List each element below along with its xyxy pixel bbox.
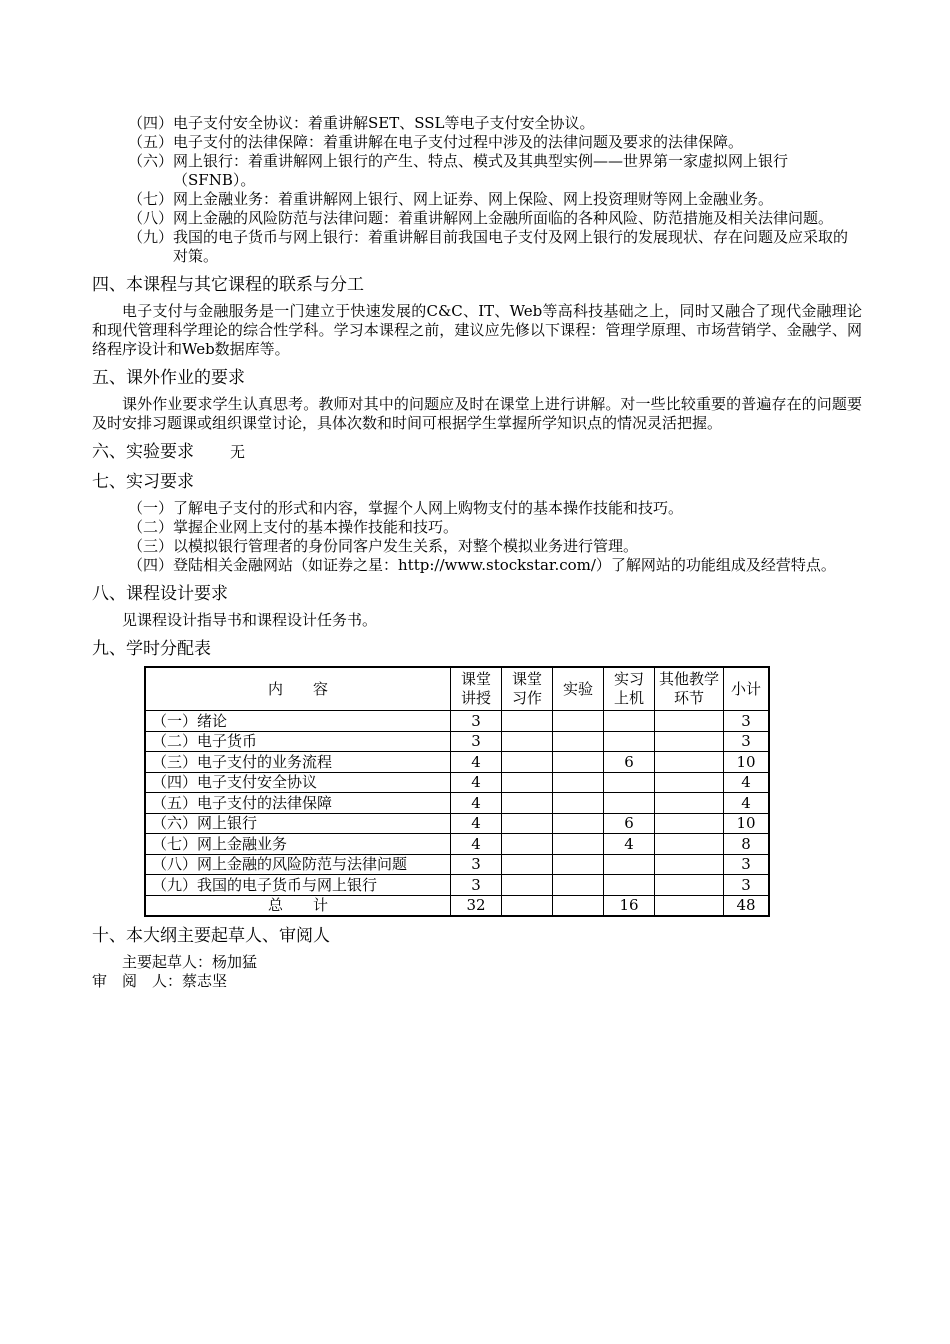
topic-list: [92, 114, 862, 266]
reviewer: 审 阅 人：蔡志坚: [92, 972, 228, 990]
cell-content: 总 计: [145, 895, 451, 916]
table-row: [145, 711, 769, 732]
section-9-heading: 九、学时分配表: [92, 639, 211, 659]
header-practice: 实习上机: [604, 667, 655, 711]
cell-value: 4: [451, 813, 502, 834]
table-body: [145, 711, 769, 917]
section-5-paragraph: 课外作业要求学生认真思考。教师对其中的问题应及时在课堂上进行讲解。对一些比较重要的普遍存在的问题要及时安排习题课或组织课堂讨论，具体次数和时间可根据学生掌握所学知识点的情况灵活把握。: [92, 395, 862, 432]
cell-content: （五）电子支付的法律保障: [145, 793, 451, 814]
cell-value: 3: [451, 731, 502, 752]
cell-content: （六）网上银行: [145, 813, 451, 834]
list-item: （六） 网上银行：着重讲解网上银行的产生、特点、模式及其典型实例——世界第一家虚拟网上银行（SFNB）。: [128, 152, 789, 189]
cell-value: [502, 711, 553, 732]
header-other: 其他教学环节: [655, 667, 724, 711]
cell-value: [553, 854, 604, 875]
cell-value: [553, 875, 604, 896]
cell-content: （二）电子货币: [145, 731, 451, 752]
cell-value: [655, 752, 724, 773]
document-page: [92, 114, 862, 991]
table-row: [145, 793, 769, 814]
hours-table: [144, 666, 770, 917]
table-row: [145, 875, 769, 896]
cell-value: [553, 731, 604, 752]
section-8-heading: 八、课程设计要求: [92, 584, 228, 604]
list-item: （二） 掌握企业网上支付的基本操作技能和技巧。: [128, 518, 459, 536]
cell-value: 3: [724, 854, 770, 875]
cell-value: 4: [724, 772, 770, 793]
cell-value: [553, 752, 604, 773]
cell-value: [655, 772, 724, 793]
cell-value: 48: [724, 895, 770, 916]
cell-value: 10: [724, 752, 770, 773]
section-7-heading: 七、实习要求: [92, 472, 194, 492]
cell-value: [604, 854, 655, 875]
cell-content: （三）电子支付的业务流程: [145, 752, 451, 773]
cell-value: [502, 813, 553, 834]
table-row: [145, 834, 769, 855]
cell-content: （一）绪论: [145, 711, 451, 732]
cell-value: [553, 895, 604, 916]
cell-value: [604, 772, 655, 793]
cell-value: 32: [451, 895, 502, 916]
cell-value: [502, 752, 553, 773]
cell-value: [553, 813, 604, 834]
cell-value: [502, 793, 553, 814]
table-row: [145, 895, 769, 916]
cell-content: （四）电子支付安全协议: [145, 772, 451, 793]
cell-value: [553, 772, 604, 793]
section-5-heading: 五、课外作业的要求: [92, 368, 245, 388]
cell-value: [502, 875, 553, 896]
cell-value: 4: [451, 772, 502, 793]
cell-value: 4: [724, 793, 770, 814]
cell-value: 3: [724, 731, 770, 752]
cell-value: [655, 854, 724, 875]
cell-value: 8: [724, 834, 770, 855]
cell-value: [553, 793, 604, 814]
cell-value: 4: [451, 793, 502, 814]
cell-value: [655, 834, 724, 855]
cell-value: [604, 875, 655, 896]
cell-value: [502, 731, 553, 752]
section-6-heading: 六、实验要求 无: [92, 442, 246, 462]
header-exercise: 课堂习作: [502, 667, 553, 711]
list-item: （七） 网上金融业务：着重讲解网上银行、网上证券、网上保险、网上投资理财等网上金融业务。: [128, 190, 774, 208]
cell-value: [553, 834, 604, 855]
cell-value: [655, 895, 724, 916]
cell-value: [655, 875, 724, 896]
internship-list: [92, 499, 862, 575]
list-item: （四） 电子支付安全协议：着重讲解SET、SSL等电子支付安全协议。: [128, 114, 595, 132]
cell-value: 3: [724, 875, 770, 896]
section-6-value: 无: [230, 443, 246, 461]
section-8-paragraph: 见课程设计指导书和课程设计任务书。: [122, 611, 378, 629]
cell-value: [655, 813, 724, 834]
cell-value: 3: [451, 711, 502, 732]
section-4-paragraph: 电子支付与金融服务是一门建立于快速发展的C&C、IT、Web等高科技基础之上，同时又融合了现代金融理论和现代管理科学理论的综合性学科。学习本课程之前，建议应先修以下课程：管理学原理、市场营销学、金融学、网络程序设计和Web数据库等。: [92, 302, 862, 358]
list-item: （五） 电子支付的法律保障：着重讲解在电子支付过程中涉及的法律问题及要求的法律保障。: [128, 133, 744, 151]
list-item: （一） 了解电子支付的形式和内容，掌握个人网上购物支付的基本操作技能和技巧。: [128, 499, 684, 517]
cell-value: [604, 793, 655, 814]
list-item: （九） 我国的电子货币与网上银行：着重讲解目前我国电子支付及网上银行的发展现状、存在问题及应采取的对策。: [128, 228, 849, 265]
cell-value: 4: [451, 834, 502, 855]
cell-value: 6: [604, 813, 655, 834]
cell-value: 4: [451, 752, 502, 773]
cell-value: [553, 711, 604, 732]
header-subtotal: 小计: [724, 667, 770, 711]
cell-value: [502, 834, 553, 855]
table-row: [145, 854, 769, 875]
cell-value: 6: [604, 752, 655, 773]
cell-value: 4: [604, 834, 655, 855]
cell-value: [604, 711, 655, 732]
table-row: [145, 772, 769, 793]
cell-content: （七）网上金融业务: [145, 834, 451, 855]
list-item: （八） 网上金融的风险防范与法律问题：着重讲解网上金融所面临的各种风险、防范措施及相关法律问题。: [128, 209, 834, 227]
cell-value: [502, 772, 553, 793]
cell-value: 16: [604, 895, 655, 916]
section-4-heading: 四、本课程与其它课程的联系与分工: [92, 275, 364, 295]
header-content: 内 容: [145, 667, 451, 711]
section-10-heading: 十、本大纲主要起草人、审阅人: [92, 926, 330, 946]
cell-value: [655, 731, 724, 752]
header-lecture: 课堂讲授: [451, 667, 502, 711]
cell-value: [502, 854, 553, 875]
table-row: [145, 813, 769, 834]
cell-value: 10: [724, 813, 770, 834]
cell-value: 3: [451, 854, 502, 875]
table-header-row: [145, 667, 769, 711]
list-item: （四） 登陆相关金融网站（如证券之星：http://www.stockstar.com/）了解网站的功能组成及经营特点。: [128, 556, 836, 574]
cell-content: （九）我国的电子货币与网上银行: [145, 875, 451, 896]
drafter: 主要起草人：杨加猛: [122, 953, 258, 971]
cell-value: [502, 895, 553, 916]
table-row: [145, 752, 769, 773]
cell-value: [655, 793, 724, 814]
header-lab: 实验: [553, 667, 604, 711]
list-item: （三） 以模拟银行管理者的身份同客户发生关系，对整个模拟业务进行管理。: [128, 537, 639, 555]
table-row: [145, 731, 769, 752]
cell-value: [604, 731, 655, 752]
cell-value: 3: [724, 711, 770, 732]
cell-value: [655, 711, 724, 732]
cell-value: 3: [451, 875, 502, 896]
cell-content: （八）网上金融的风险防范与法律问题: [145, 854, 451, 875]
